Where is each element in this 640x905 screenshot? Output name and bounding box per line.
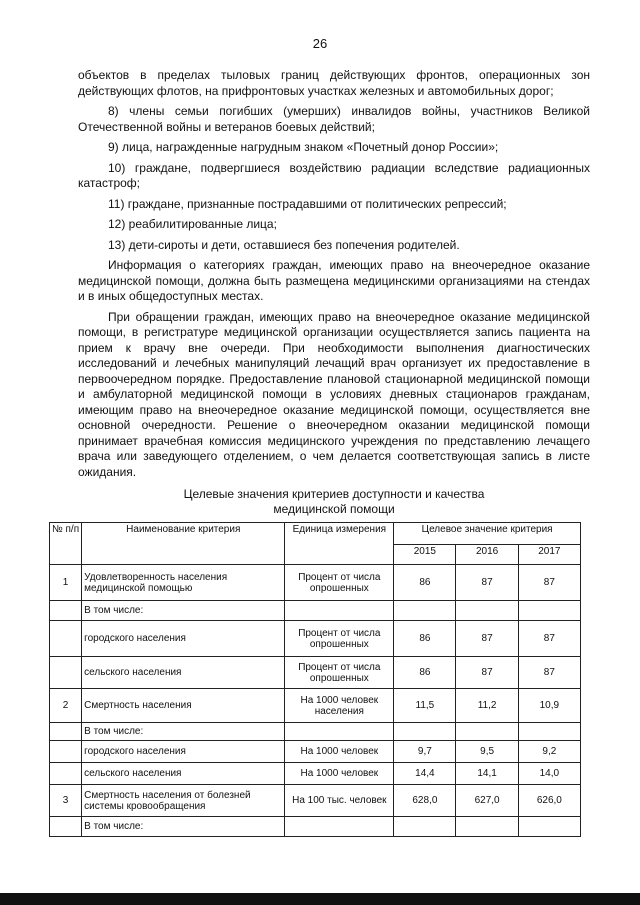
table-row — [50, 601, 581, 621]
paragraph: При обращении граждан, имеющих право на внеочередное оказание медицинской помощи, в регистратуре медицинской организации осуществляется запись пациента на прием к врачу вне очереди. При необходимости выполнения диагностических исследований и лечебных манипуляций лечащий врач организует их предоставление в первоочередном порядке. Предоставление плановой стационарной медицинской помощи и амбулаторной медицинской помощи в условиях дневных стационаров гражданам, имеющим право на внеочередное оказание медицинской помощи, осуществляется вне основной очередности. Решение о внеочередном оказании медицинской помощи принимает врачебная комиссия медицинского учреждения по представлению лечащего врача или заведующего отделением, о чем делается соответствующая запись в листе ожидания. — [78, 309, 590, 479]
table-row — [50, 621, 581, 657]
row-num — [50, 763, 82, 785]
row-value-2017 — [518, 817, 580, 837]
row-name: В том числе: — [82, 723, 285, 741]
row-unit: На 100 тыс. человек — [285, 785, 394, 817]
header-unit: Единица измерения — [285, 523, 394, 565]
row-value-2016: 87 — [456, 565, 518, 601]
row-value-2015 — [394, 817, 456, 837]
table-row — [50, 763, 581, 785]
paragraph: 9) лица, награжденные нагрудным знаком «Почетный донор России»; — [108, 140, 499, 154]
paragraph: объектов в пределах тыловых границ действующих фронтов, операционных зон действующих флотов, на прифронтовых участках железных и автомобильных дорог; — [78, 68, 590, 98]
table-row — [50, 817, 581, 837]
row-value-2017: 626,0 — [518, 785, 580, 817]
table-title — [78, 487, 590, 517]
row-unit: Процент от числа опрошенных — [285, 565, 394, 601]
header-year-2016: 2016 — [456, 545, 518, 565]
row-value-2016 — [456, 817, 518, 837]
row-value-2016: 87 — [456, 621, 518, 657]
row-value-2017: 14,0 — [518, 763, 580, 785]
page-number: 26 — [312, 36, 328, 51]
row-unit — [285, 601, 394, 621]
table-body — [50, 565, 581, 837]
row-num — [50, 817, 82, 837]
row-value-2015: 14,4 — [394, 763, 456, 785]
paragraph: 13) дети-сироты и дети, оставшиеся без попечения родителей. — [108, 237, 460, 252]
row-value-2015: 628,0 — [394, 785, 456, 817]
row-value-2017: 87 — [518, 565, 580, 601]
row-num — [50, 741, 82, 763]
row-value-2015: 86 — [394, 565, 456, 601]
row-value-2015: 86 — [394, 621, 456, 657]
table-title-line-2: медицинской помощи — [273, 502, 395, 516]
row-value-2015: 86 — [394, 657, 456, 689]
header-name: Наименование критерия — [82, 523, 285, 565]
row-name: сельского населения — [82, 657, 285, 689]
row-num: 2 — [50, 689, 82, 723]
row-unit — [285, 817, 394, 837]
row-unit: На 1000 человек населения — [285, 689, 394, 723]
row-num — [50, 601, 82, 621]
body-text — [78, 68, 590, 485]
header-year-2017: 2017 — [518, 545, 580, 565]
row-value-2015: 11,5 — [394, 689, 456, 723]
row-value-2017 — [518, 723, 580, 741]
table-row — [50, 741, 581, 763]
row-unit: Процент от числа опрошенных — [285, 621, 394, 657]
row-value-2016: 9,5 — [456, 741, 518, 763]
row-name: В том числе: — [82, 817, 285, 837]
criteria-table — [49, 522, 581, 837]
table-row — [50, 785, 581, 817]
paragraph: 12) реабилитированные лица; — [108, 217, 277, 231]
row-value-2017: 9,2 — [518, 741, 580, 763]
table-row — [50, 689, 581, 723]
row-num — [50, 657, 82, 689]
row-value-2016: 11,2 — [456, 689, 518, 723]
table-row — [50, 565, 581, 601]
row-num: 3 — [50, 785, 82, 817]
header-target: Целевое значение критерия — [394, 523, 581, 545]
header-num: № п/п — [50, 523, 82, 565]
row-num — [50, 621, 82, 657]
row-value-2017: 10,9 — [518, 689, 580, 723]
row-value-2017: 87 — [518, 657, 580, 689]
header-year-2015: 2015 — [394, 545, 456, 565]
row-name: В том числе: — [82, 601, 285, 621]
row-value-2016: 627,0 — [456, 785, 518, 817]
row-name: сельского населения — [82, 763, 285, 785]
row-num: 1 — [50, 565, 82, 601]
paragraph: Информация о категориях граждан, имеющих право на внеочередное оказание медицинской помощи, должна быть размещена медицинскими организациями на стендах и в иных общедоступных местах. — [78, 258, 590, 303]
table-row — [50, 657, 581, 689]
row-value-2016 — [456, 601, 518, 621]
row-name: Удовлетворенность населения медицинской помощью — [82, 565, 285, 601]
row-value-2017: 87 — [518, 621, 580, 657]
paragraph: 10) граждане, подвергшиеся воздействию радиации вследствие радиационных катастроф; — [78, 160, 590, 190]
row-unit: На 1000 человек — [285, 741, 394, 763]
row-value-2016 — [456, 723, 518, 741]
row-name: Смертность населения — [82, 689, 285, 723]
row-value-2016: 14,1 — [456, 763, 518, 785]
paragraph: 11) граждане, признанные пострадавшими от политических репрессий; — [108, 196, 507, 211]
row-unit: Процент от числа опрошенных — [285, 657, 394, 689]
scan-edge — [0, 893, 640, 905]
row-name: городского населения — [82, 621, 285, 657]
row-num — [50, 723, 82, 741]
row-name: Смертность населения от болезней системы кровообращения — [82, 785, 285, 817]
row-value-2017 — [518, 601, 580, 621]
row-value-2015: 9,7 — [394, 741, 456, 763]
table-row — [50, 723, 581, 741]
table-title-line-1: Целевые значения критериев доступности и качества — [183, 487, 485, 501]
paragraph: 8) члены семьи погибших (умерших) инвалидов войны, участников Великой Отечественной войны и ветеранов боевых действий; — [78, 104, 590, 134]
row-unit: На 1000 человек — [285, 763, 394, 785]
row-unit — [285, 723, 394, 741]
row-value-2015 — [394, 723, 456, 741]
row-value-2016: 87 — [456, 657, 518, 689]
row-value-2015 — [394, 601, 456, 621]
row-name: городского населения — [82, 741, 285, 763]
